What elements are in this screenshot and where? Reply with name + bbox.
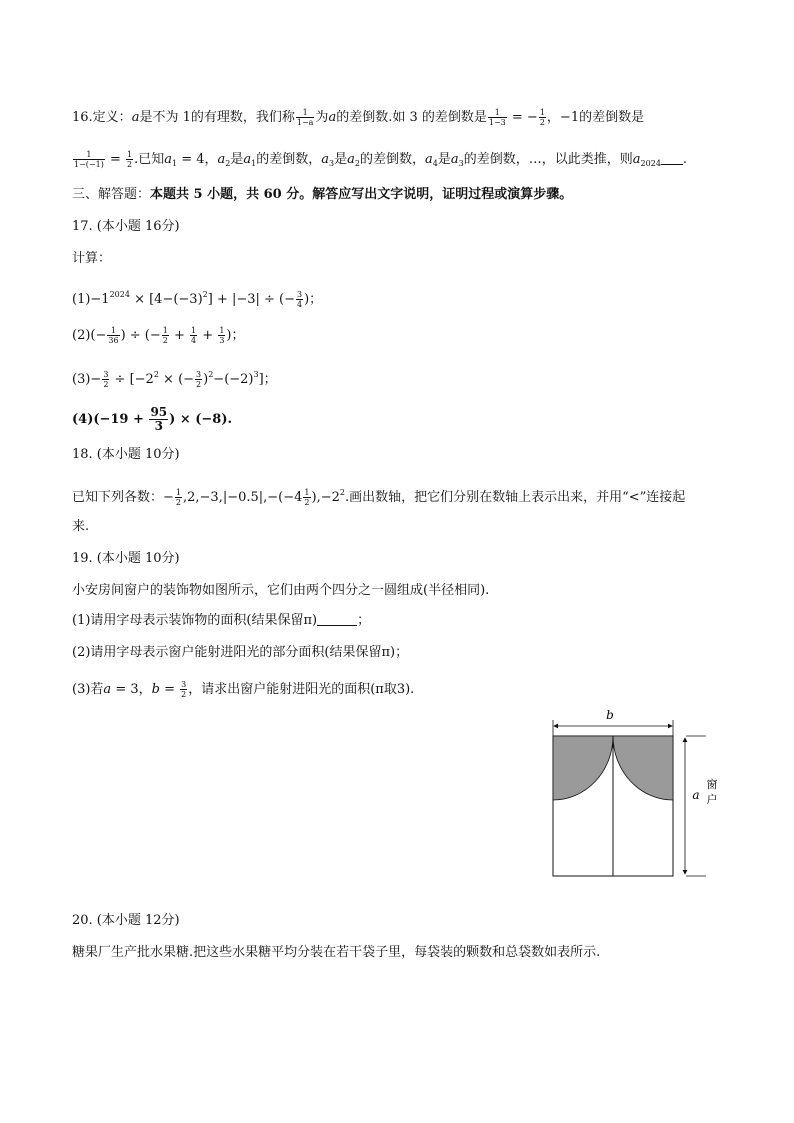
q17-part-4: (4)(−19 + $\frac{95}{3}$ ) × (−8). [72, 405, 233, 433]
fraction: $\frac{3}{2}$ [103, 370, 109, 389]
fraction: $\frac{3}{2}$ [181, 680, 187, 699]
q19-part-3: (3)若a = 3，b = $\frac{3}{2}$ ，请求出窗户能射进阳光的面积(π取3). [72, 680, 415, 699]
fraction: $\frac{1}{2}$ [175, 488, 181, 507]
window-figure [546, 702, 726, 882]
label-window-2: 户 [706, 793, 718, 806]
q18-header: 18. (本小题 10分) [72, 447, 180, 462]
q20-text: 糖果厂生产批水果糖.把这些水果糖平均分装在若干袋子里，每袋装的颗数和总袋数如表所示. [72, 945, 601, 960]
q19-intro: 小安房间窗户的装饰物如图所示，它们由两个四分之一圆组成(半径相同). [72, 583, 490, 598]
window-diagram [546, 702, 726, 882]
fraction: $\frac{1}{1-3}$ [488, 108, 506, 127]
section-3-heading: 三、解答题：本题共 5 小题，共 60 分。解答应写出文字说明，证明过程或演算步骤。 [72, 187, 573, 202]
q16-line-2: $\frac{1}{1-(-1)}$ = $\frac{1}{2}$ .已知$a_1 = 4$，$a_2$是$a_1$的差倒数，$a_3$是$a_2$的差倒数，$a_4$是$a_3$的差倒数，…，以此类推，则$a_{2024}$ . [74, 150, 688, 169]
fraction: $\frac{3}{4}$ [297, 290, 303, 309]
q18-line-1: 已知下列各数：− $\frac{1}{2}$ ,2,−3,|−0.5|,−(−4 $\frac{1}{2}$ )$,-2^2$.画出数轴，把它们分别在数轴上表示出来，并用“<”连接起 [72, 488, 686, 507]
label-window-1: 窗 [706, 778, 718, 791]
q18-line-2: 来. [72, 519, 90, 534]
fraction: $\frac{95}{3}$ [150, 405, 168, 433]
q19-part-2: (2)请用字母表示窗户能射进阳光的部分面积(结果保留π)； [72, 645, 409, 660]
q16-line-1: 16.定义：a是不为 1的有理数，我们称 $\frac{1}{1-a}$ 为a的差倒数.如 3 的差倒数是 $\frac{1}{1-3}$ = − $\frac{1}{2}$ ，−1的差倒数是 [72, 108, 645, 127]
q17-part-3: (3)− $\frac{3}{2}$ ÷ [$-2^2$ × (− $\frac{3}{2}$ )$^2-(-2)^3$]； [72, 370, 277, 389]
q17-part-2: (2)(− $\frac{1}{36}$ ) ÷ (− $\frac{1}{2}$ + $\frac{1}{4}$ + $\frac{1}{3}$ )； [72, 326, 245, 345]
label-a: a [692, 788, 700, 802]
q17-header: 17. (本小题 16分) [72, 219, 180, 234]
fraction: $\frac{1}{2}$ [162, 326, 168, 345]
answer-blank[interactable] [317, 613, 357, 626]
fraction: $\frac{1}{36}$ [108, 326, 119, 345]
fraction: $\frac{3}{2}$ [196, 370, 202, 389]
fraction: $\frac{1}{4}$ [191, 326, 197, 345]
q17-part-1: $(1)-1^{2024} \times [4-(-3)^2] + |-3|$ ÷ (− $\frac{3}{4}$ )； [72, 290, 323, 309]
fraction: $\frac{1}{1-a}$ [296, 108, 314, 127]
q19-header: 19. (本小题 10分) [72, 551, 180, 566]
q20-header: 20. (本小题 12分) [72, 913, 180, 928]
q19-part-1: (1)请用字母表示装饰物的面积(结果保留π) ； [72, 613, 371, 628]
fraction: $\frac{1}{2}$ [127, 150, 133, 169]
fraction: $\frac{1}{1-(-1)}$ [74, 150, 104, 169]
fraction: $\frac{1}{3}$ [219, 326, 225, 345]
q17-intro: 计算： [72, 251, 112, 266]
fraction: $\frac{1}{2}$ [304, 488, 310, 507]
label-b: b [606, 708, 614, 722]
fraction: $\frac{1}{2}$ [539, 108, 545, 127]
answer-blank[interactable] [661, 152, 683, 165]
